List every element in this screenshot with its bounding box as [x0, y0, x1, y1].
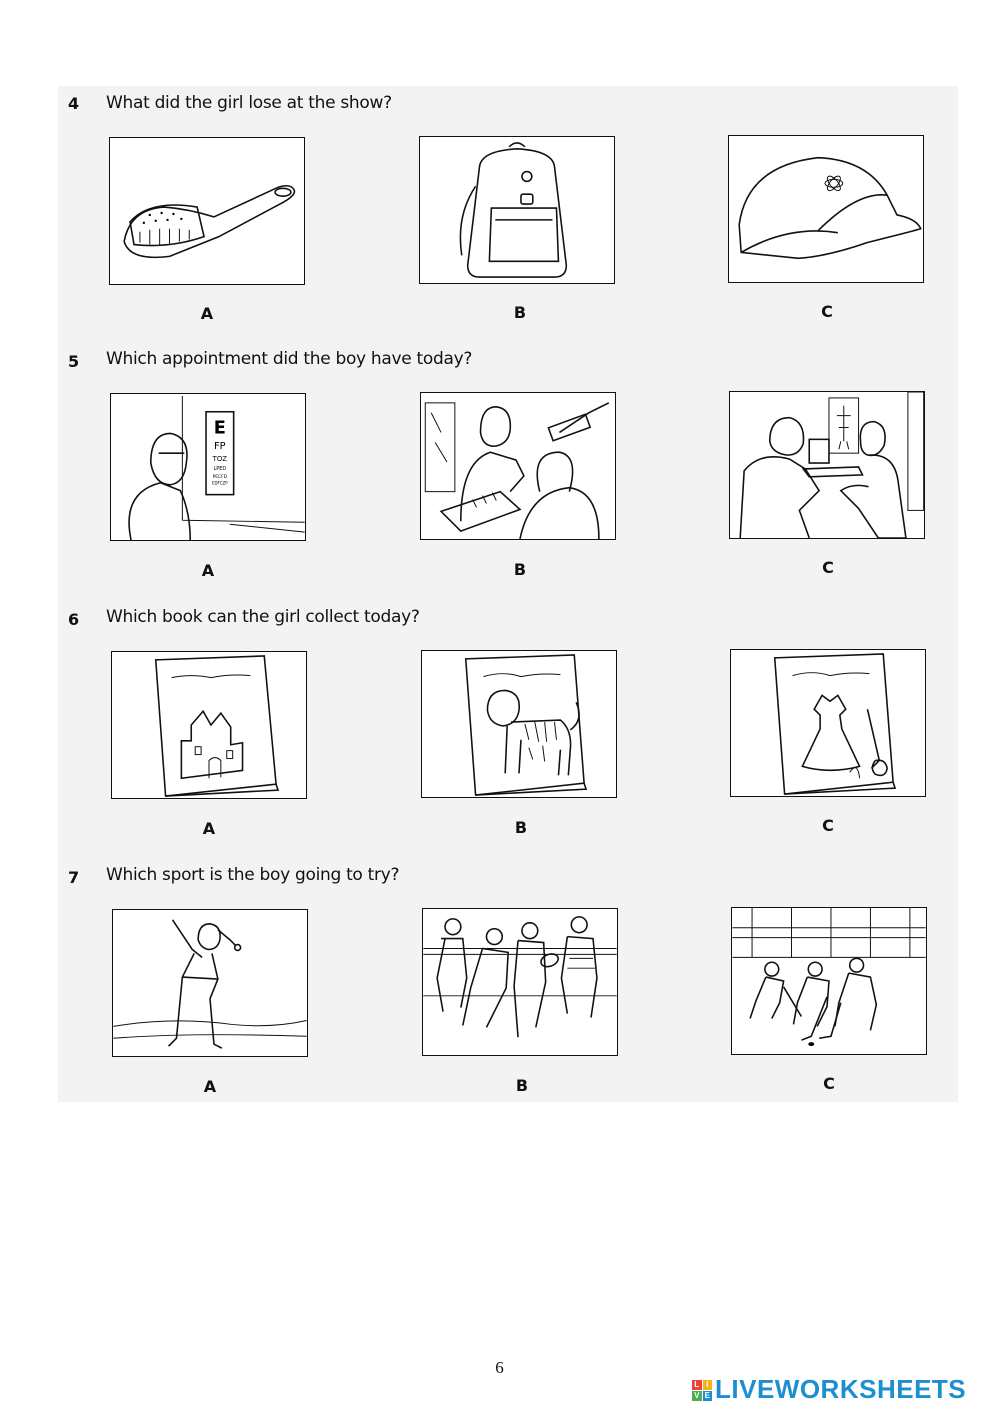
doctor-icon [730, 392, 924, 538]
castle-book-icon [112, 652, 306, 798]
option-b-label: B [514, 818, 528, 837]
option-b-picture[interactable] [422, 908, 618, 1056]
eye-test-icon [111, 394, 305, 540]
hairbrush-icon [110, 138, 304, 284]
option-c-picture[interactable] [728, 135, 924, 283]
rugby-icon [423, 909, 617, 1055]
chart-letter-row-2: FP [214, 441, 226, 453]
option-b-picture[interactable] [420, 392, 616, 540]
chart-letter-row-5: PECFD [212, 474, 228, 480]
page-number: 6 [495, 1358, 504, 1377]
chart-letter-row-1: E [213, 418, 226, 439]
brand-name: LIVEWORKSHEETS [715, 1374, 967, 1404]
question-text: What did the girl lose at the show? [106, 93, 392, 113]
option-a-label: A [203, 1077, 217, 1096]
option-b-picture[interactable] [421, 650, 617, 798]
question-text: Which book can the girl collect today? [106, 607, 420, 627]
option-c-label: C [822, 816, 834, 835]
option-c-picture[interactable] [730, 649, 926, 797]
question-text: Which sport is the boy going to try? [106, 865, 400, 885]
option-a-picture[interactable] [112, 909, 308, 1057]
question-number: 7 [68, 868, 80, 887]
option-c-label: C [821, 302, 833, 321]
option-c-picture[interactable] [731, 907, 927, 1055]
option-b-label: B [515, 1076, 529, 1095]
option-c-picture[interactable] [729, 391, 925, 539]
chart-letter-row-6: EDFCZP [212, 480, 228, 486]
brand-icon: L I V E [692, 1380, 712, 1400]
liveworksheets-logo [692, 1374, 966, 1405]
option-b-label: B [513, 303, 527, 322]
option-c-label: C [822, 558, 834, 577]
chart-letter-row-4: LPED [213, 465, 227, 472]
option-b-label: B [513, 560, 527, 579]
ice-hockey-icon [732, 908, 926, 1054]
option-a-picture[interactable] [109, 137, 305, 285]
option-a-label: A [202, 819, 216, 838]
question-text: Which appointment did the boy have today? [106, 349, 473, 369]
question-number: 4 [68, 94, 80, 113]
option-a-label: A [201, 561, 215, 580]
backpack-icon [420, 137, 614, 283]
dress-book-icon [731, 650, 925, 796]
option-b-picture[interactable] [419, 136, 615, 284]
option-a-picture[interactable] [110, 393, 306, 541]
cap-icon [729, 136, 923, 282]
golf-icon [113, 910, 307, 1056]
tiger-book-icon [422, 651, 616, 797]
question-number: 5 [68, 352, 80, 371]
option-a-label: A [200, 304, 214, 323]
chart-letter-row-3: TOZ [212, 455, 228, 464]
dentist-icon [421, 393, 615, 539]
option-a-picture[interactable] [111, 651, 307, 799]
option-c-label: C [823, 1074, 835, 1093]
question-number: 6 [68, 610, 80, 629]
